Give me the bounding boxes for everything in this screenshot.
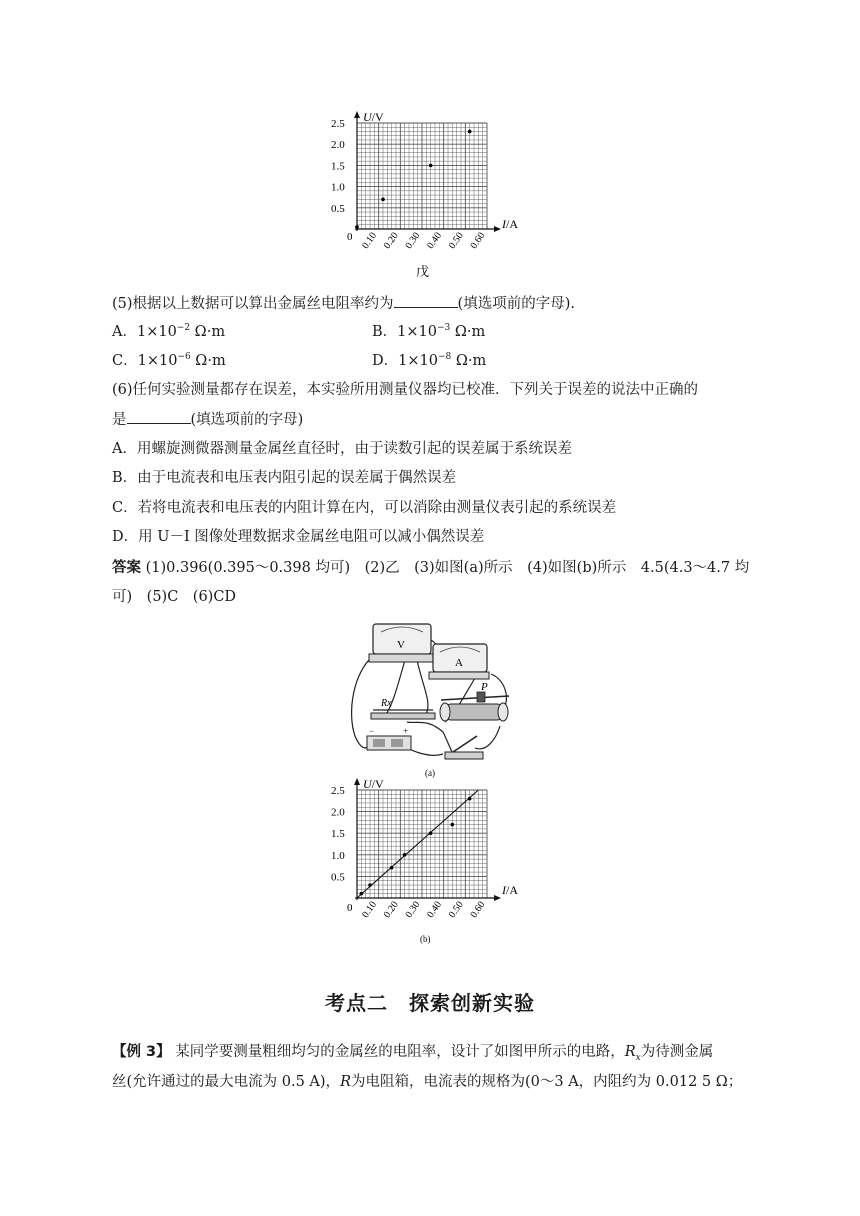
voltmeter (369, 624, 433, 662)
data-point (451, 823, 455, 827)
resistor-rx (371, 698, 435, 719)
x-tick-label: 0.20 (381, 230, 401, 252)
x-tick-label: 0.50 (446, 230, 466, 252)
data-point (403, 853, 407, 857)
slider-label: P (481, 681, 488, 693)
wire (475, 726, 500, 749)
x-tick-label: 0.10 (360, 230, 380, 252)
q5-option-c: C．$1\times 10^{-6}$ Ω·m (112, 352, 226, 369)
y-tick-label: 1.0 (331, 849, 345, 862)
q6-stem-line1: (6)任何实验测量都存在误差，本实验所用测量仪器均已校准．下列关于误差的说法中正确的 (112, 382, 699, 398)
circuit-diagram (345, 618, 525, 780)
y-tick-label: 2.0 (331, 806, 345, 819)
y-tick-label: 1.5 (331, 160, 345, 173)
q5-option-a: A．$1\times 10^{-2}$ Ω·m (112, 323, 226, 340)
q6-stem-line2: 是 (填选项前的字母) (112, 409, 303, 430)
x-tick-label: 0.20 (381, 899, 401, 921)
data-point (368, 883, 372, 887)
x-tick-label: 0.30 (403, 230, 423, 252)
y-tick-label: 1.5 (331, 828, 345, 841)
y-axis-arrow (354, 778, 360, 785)
answer-blank[interactable] (127, 409, 191, 424)
switch (445, 736, 483, 759)
y-tick-label: 0.5 (331, 202, 345, 215)
x-axis-label: I/A (502, 883, 518, 897)
graph-grid (331, 778, 501, 920)
example-label: 【例 3】 (112, 1044, 171, 1060)
voltmeter-symbol: V (397, 639, 405, 651)
y-tick-label: 2.5 (331, 118, 345, 130)
answer-line2: 可) (5)C (6)CD (112, 589, 237, 605)
x-tick-label: 0.50 (446, 899, 466, 921)
y-tick-label: 0.5 (331, 871, 345, 884)
example-line1: 【例 3】 某同学要测量粗细均匀的金属丝的电阻率，设计了如图甲所示的电路，$R_x$为待测金属 (112, 1044, 714, 1063)
example-line2: 丝(允许通过的最大电流为 0.5 A)，R为电阻箱，电流表的规格为(0～3 A，内阻约为 0.012 5 Ω； (112, 1074, 743, 1090)
x-axis-arrow (494, 895, 501, 901)
svg-text:+: + (403, 726, 409, 736)
answer-label: 答案 (112, 560, 141, 576)
y-tick-label: 2.5 (331, 785, 345, 797)
y-axis-arrow (354, 111, 360, 118)
answer-line1: 答案 (1)0.396(0.395～0.398 均可) (2)乙 (3)如图(a)所示 (4)如图(b)所示 4.5(4.3～4.7 均 (112, 560, 750, 576)
ammeter (429, 644, 489, 679)
wire (407, 722, 453, 754)
rheostat (440, 681, 509, 721)
data-point (355, 225, 359, 229)
data-point (468, 797, 472, 801)
svg-text:−: − (369, 726, 375, 736)
x-tick-label: 0.30 (403, 899, 423, 921)
figure-caption: (a) (425, 768, 435, 778)
q6-option-c: C．若将电流表和电压表的内阻计算在内，可以消除由测量仪表引起的系统误差 (112, 500, 617, 516)
x-axis-arrow (494, 226, 501, 232)
data-point (390, 866, 394, 870)
graph-grid (331, 111, 501, 251)
u-i-graph-b (330, 776, 530, 948)
y-axis-label: U/V (363, 777, 384, 791)
ammeter-symbol: A (455, 657, 463, 669)
origin-label: 0 (347, 902, 353, 914)
x-tick-label: 0.40 (425, 230, 445, 252)
u-i-graph-wu (330, 108, 530, 283)
resistor-label: Rx (381, 698, 392, 709)
q5-stem: (5)根据以上数据可以算出金属丝电阻率约为 (填选项前的字母). (112, 293, 575, 314)
x-tick-label: 0.60 (468, 899, 488, 921)
q6-option-a: A．用螺旋测微器测量金属丝直径时，由于读数引起的误差属于系统误差 (112, 441, 572, 457)
data-point (429, 164, 433, 168)
figure-caption: (b) (420, 934, 431, 944)
q5-option-d: D．$1\times 10^{-8}$ Ω·m (372, 352, 487, 369)
q5-option-b: B．$1\times 10^{-3}$ Ω·m (372, 323, 486, 340)
origin-label: 0 (347, 231, 353, 243)
figure-caption: 戊 (416, 264, 430, 279)
answer-blank[interactable] (394, 293, 458, 308)
q6-option-b: B．由于电流表和电压表内阻引起的误差属于偶然误差 (112, 470, 457, 486)
section-heading: 考点二 探索创新实验 (325, 991, 535, 1015)
wire (417, 660, 428, 716)
data-point (429, 831, 433, 835)
x-tick-label: 0.40 (425, 899, 445, 921)
x-tick-label: 0.60 (468, 230, 488, 252)
y-axis-label: U/V (363, 110, 384, 124)
data-point (381, 198, 385, 202)
x-tick-label: 0.10 (360, 899, 380, 921)
q6-option-d: D．用 U－I 图像处理数据求金属丝电阻可以减小偶然误差 (112, 529, 485, 545)
y-tick-label: 1.0 (331, 181, 345, 194)
data-point (468, 130, 472, 134)
battery (367, 726, 411, 750)
x-axis-label: I/A (502, 217, 518, 231)
data-point (360, 892, 364, 896)
y-tick-label: 2.0 (331, 139, 345, 152)
